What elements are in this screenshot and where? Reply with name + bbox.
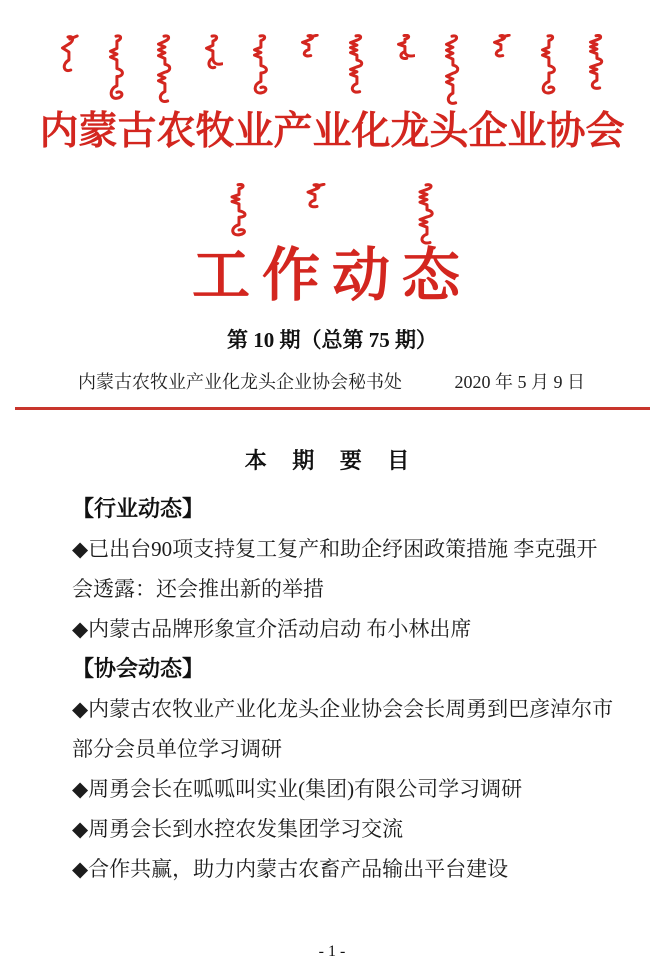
mongolian-word-icon bbox=[345, 34, 367, 96]
mongolian-word-icon bbox=[105, 34, 127, 106]
mongolian-word-icon bbox=[585, 34, 607, 92]
red-divider-rule bbox=[15, 407, 650, 410]
page-number: - 1 - bbox=[318, 943, 346, 960]
mongolian-word-icon bbox=[414, 183, 438, 247]
mongolian-word-icon bbox=[226, 183, 250, 241]
mongolian-word-icon bbox=[297, 34, 319, 58]
mongolian-word-icon bbox=[537, 34, 559, 100]
toc-item: ◆内蒙古品牌形象宣介活动启动 布小林出席 bbox=[72, 616, 472, 641]
toc-body bbox=[72, 489, 614, 889]
section-heading-association: 【协会动态】 bbox=[72, 655, 205, 681]
toc-item: ◆周勇会长到水控农发集团学习交流 bbox=[72, 816, 404, 841]
mongolian-word-icon bbox=[57, 34, 79, 74]
issue-line: 第 10 期（总第 75 期） bbox=[227, 327, 437, 352]
section-heading-industry: 【行业动态】 bbox=[72, 495, 205, 521]
mongolian-script-top-row bbox=[0, 34, 664, 108]
mongolian-word-icon bbox=[201, 34, 223, 78]
toc-item: ◆周勇会长在呱呱叫实业(集团)有限公司学习调研 bbox=[72, 776, 523, 801]
toc-item: ◆已出台90项支持复工复产和助企纾困政策措施 李克强开会透露：还会推出新的举措 bbox=[72, 536, 598, 601]
mongolian-word-icon bbox=[489, 34, 511, 58]
mongolian-word-icon bbox=[153, 34, 175, 106]
page-footer bbox=[0, 943, 664, 961]
association-title: 内蒙古农牧业产业化龙头企业协会 bbox=[39, 110, 625, 153]
mongolian-word-icon bbox=[249, 34, 271, 100]
mongolian-word-icon bbox=[393, 34, 415, 66]
mongolian-word-icon bbox=[302, 183, 326, 209]
publisher-row bbox=[78, 368, 585, 394]
mongolian-script-middle-row bbox=[0, 183, 664, 245]
publisher-name: 内蒙古农牧业产业化龙头企业协会秘书处 bbox=[78, 371, 402, 392]
mongolian-word-icon bbox=[441, 34, 463, 108]
publish-date: 2020 年 5 月 9 日 bbox=[454, 371, 585, 392]
bulletin-title: 工作动态 bbox=[191, 243, 472, 309]
toc-item: ◆内蒙古农牧业产业化龙头企业协会会长周勇到巴彦淖尔市部分会员单位学习调研 bbox=[72, 696, 614, 761]
toc-item: ◆合作共赢，助力内蒙古农畜产品输出平台建设 bbox=[72, 856, 509, 881]
toc-title: 本 期 要 目 bbox=[244, 447, 420, 473]
